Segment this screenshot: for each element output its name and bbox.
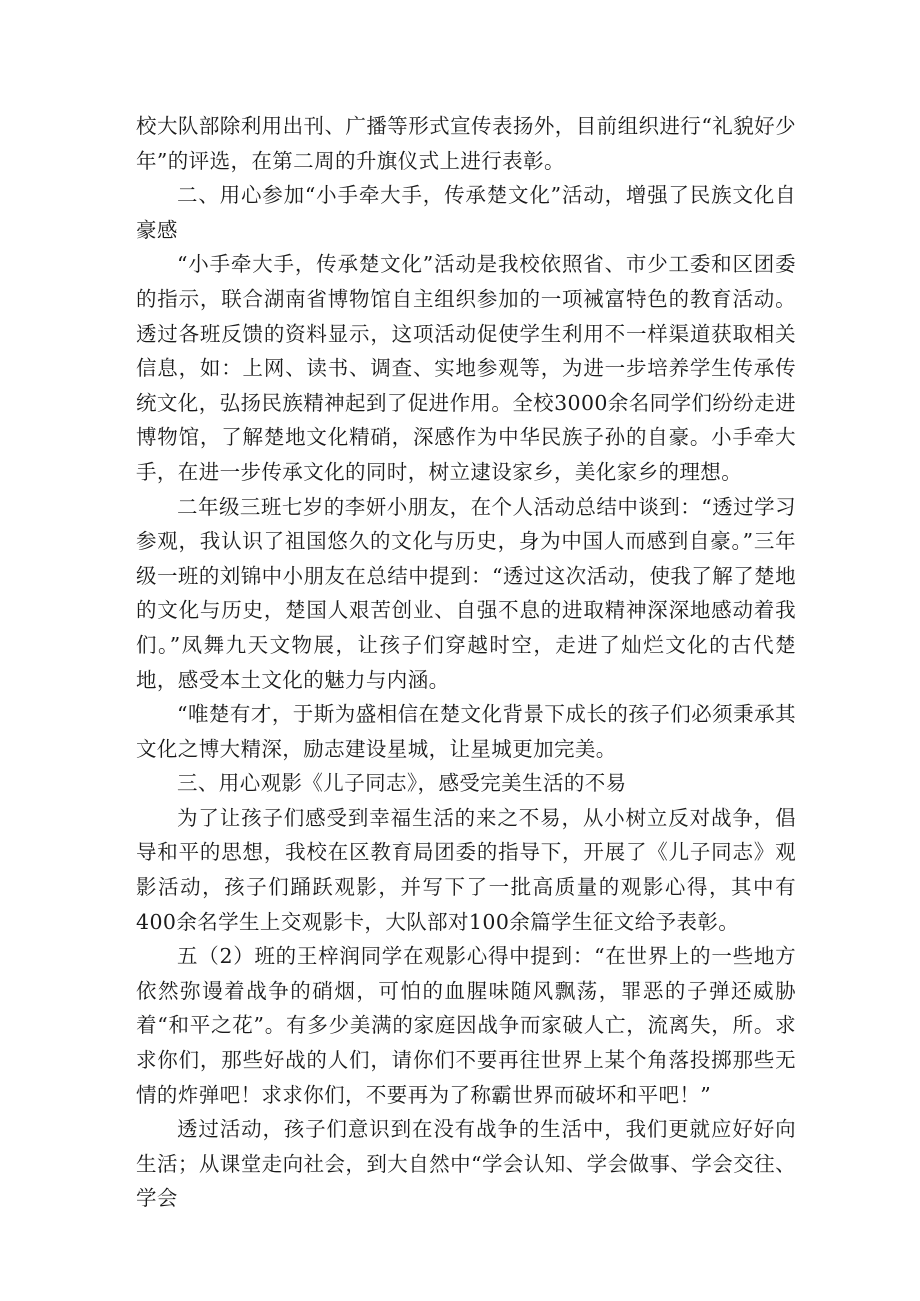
document-body	[136, 109, 796, 1216]
paragraph: “小手牵大手，传承楚文化”活动是我校依照省、市少工委和区团委的指示，联合湖南省博物馆自主组织参加的一项裓富特色的教育活动。透过各班反馈的资料显示，这项活动促使学生利用不一样渠道获取相关信息，如：上网、读书、调查、实地参观等，为进一步培养学生传承传统文化，弘扬民族精神起到了促进作用。全校3000余名同学们纷纷走进博物馆，了解楚地文化精硝，深感作为中华民族子孙的自豪。小手牵大手，在进一步传承文化的同时，树立逮设家乡，美化家乡的理想。	[136, 252, 796, 484]
section-heading-3: 三、用心观影《儿子同志》，感受完美生活的不易	[177, 771, 627, 796]
paragraph: 五（2）班的王梓润同学在观影心得中提到：“在世界上的一些地方依然弥谩着战争的硝烟，可怕的血腥味随风飘荡，罪恶的子弹还威胁着“和平之花”。有多少美满的家庭因战争而家破人亡，流离失，所。求求你们，那些好战的人们，请你们不要再往世界上某个角落投掷那些无情的炸弹吧！求求你们，不要再为了称霸世界而破坏和平吧！”	[136, 944, 796, 1107]
paragraph: 为了让孩子们感受到幸福生活的来之不易，从小树立反对战争，倡导和平的思想，我校在区教育局团委的指导下，开展了《儿子同志》观影活动，孩子们踊跃观影，并写下了一批高质量的观影心得，其中有400余名学生上交观影卡，大队部对100余篇学生征文给予表彰。	[136, 805, 796, 934]
paragraph: 二年级三班七岁的李妍小朋友，在个人活动总结中谈到：“透过学习参观，我认识了祖国悠久的文化与历史，身为中国人而感到自豪。”三年级一班的刘锦中小朋友在总结中提到：“透过这次活动，使我了解了楚地的文化与历史，楚国人艰苦创业、自强不息的进取精神深深地感动着我们。”凤舞九天文物展，让孩子们穿越时空，走进了灿烂文化的古代楚地，感受本土文化的魅力与内涵。	[136, 494, 796, 692]
paragraph-continuation: 校大队部除利用出刊、广播等形式宣传表扬外，目前组织进行“礼貌好少年”的评选，在第二周的升旗仪式上进行表彰。	[136, 114, 796, 173]
paragraph: “唯楚有才，于斯为盛相信在楚文化背景下成长的孩子们必须秉承其文化之博大精深，励志建设星城，让星城更加完美。	[136, 702, 796, 761]
paragraph: 透过活动，孩子们意识到在没有战争的生活中，我们更就应好好向生活；从课堂走向社会，到大自然中“学会认知、学会做事、学会交往、学会	[136, 1117, 796, 1211]
section-heading-2: 二、用心参加“小手牵大手，传承楚文化”活动，增强了民族文化自豪感	[136, 183, 796, 242]
